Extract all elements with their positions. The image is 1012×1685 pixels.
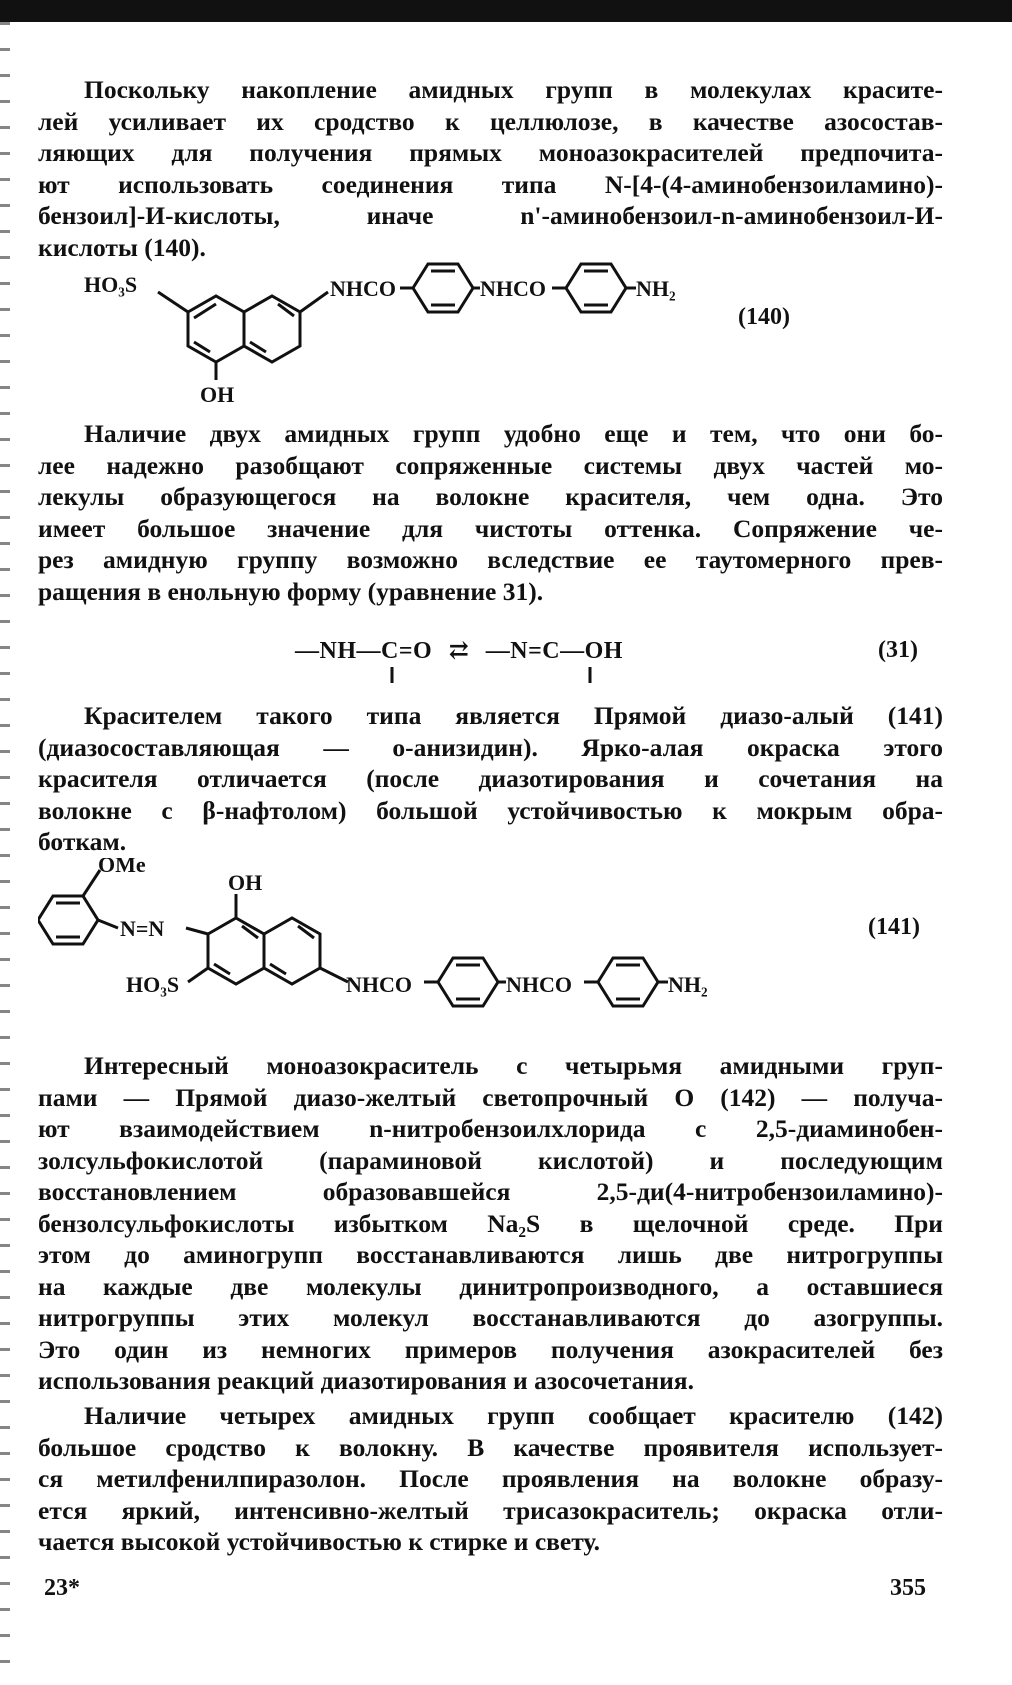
structure-140	[38, 262, 943, 412]
oh-label: OH	[200, 382, 235, 407]
text-line: бензоил]-И-кислоты, иначе n'-аминобензоил-n-аминобензоил-И-	[38, 201, 943, 230]
equation-label-141: (141)	[868, 914, 920, 940]
text-line: использования реакций диазотирования и азосочетания.	[38, 1366, 694, 1395]
text-line: Поскольку накопление амидных групп в молекулах красите-	[84, 75, 943, 104]
text-line: кислоты (140).	[38, 232, 206, 262]
so3h-label: HO₃S	[84, 272, 138, 297]
so3h-label-141: HO₃S	[126, 972, 180, 997]
text-line: боткам.	[38, 827, 127, 856]
paragraph-3	[38, 700, 943, 858]
text-line: волокне с β-нафтолом) большой устойчивостью к мокрым обра-	[38, 795, 943, 825]
paragraph-4	[38, 1050, 943, 1397]
text-line: бензолсульфокислоты избытком Na₂S в щелочной среде. При	[38, 1208, 943, 1238]
azo-label: N=N	[120, 916, 165, 941]
nh2-label-141: NH₂	[668, 972, 708, 997]
oh-label-141: OH	[228, 870, 263, 895]
text-line: ляющих для получения прямых моноазокрасителей предпочита-	[38, 138, 943, 167]
signature-mark: 23*	[44, 1575, 80, 1601]
nhco-label-1: NHCO	[330, 276, 396, 301]
text-line: Наличие четырех амидных групп сообщает красителю (142)	[84, 1401, 943, 1430]
text-line: красителя отличается (после диазотирования и сочетания на	[38, 764, 943, 793]
text-line: рез амидную группу возможно вследствие ее таутомерного прев-	[38, 545, 943, 574]
paragraph-1	[38, 74, 943, 263]
text-line: большое сродство к волокну. В качестве проявителя использует-	[38, 1432, 943, 1462]
structure-141-drawing	[38, 858, 943, 1028]
equilibrium-arrow-icon: ⇄	[448, 638, 470, 664]
equation-label-140: (140)	[738, 304, 790, 330]
text-line: ся метилфенилпиразолон. После проявления на волокне образу-	[38, 1464, 943, 1493]
text-line: Красителем такого типа является Прямой диазо-алый (141)	[84, 701, 943, 730]
nh2-label: NH₂	[636, 276, 676, 301]
scan-top-border	[0, 0, 1012, 22]
text-line: нитрогруппы этих молекул восстанавливаются до азогруппы.	[38, 1303, 943, 1332]
structure-140-drawing	[38, 262, 943, 412]
equation-31	[295, 635, 623, 665]
text-line: ется яркий, интенсивно-желтый трисазокраситель; окраска отли-	[38, 1495, 943, 1525]
paragraph-5	[38, 1400, 943, 1558]
text-line: на каждые две молекулы динитропроизводного, а оставшиеся	[38, 1271, 943, 1301]
nhco-label-141-1: NHCO	[346, 972, 412, 997]
equation-31-left: —NH—C=O	[295, 638, 433, 664]
text-line: лее надежно разобщают сопряженные системы двух частей мо-	[38, 450, 943, 480]
nhco-label-141-2: NHCO	[506, 972, 572, 997]
text-line: Интересный моноазокраситель с четырьмя амидными груп-	[84, 1051, 943, 1080]
ome-label: OMe	[98, 858, 146, 877]
text-line: золсульфокислотой (параминовой кислотой) и последующим	[38, 1145, 943, 1175]
text-line: имеет большое значение для чистоты оттенка. Сопряжение че-	[38, 513, 943, 543]
equation-31-ticks	[380, 665, 600, 687]
text-line: восстановлением образовавшейся 2,5-ди(4-нитробензоиламино)-	[38, 1177, 943, 1206]
text-line: этом до аминогрупп восстанавливаются лишь две нитрогруппы	[38, 1240, 943, 1269]
text-line: чается высокой устойчивостью к стирке и свету.	[38, 1527, 600, 1556]
scan-left-edge	[0, 22, 10, 1682]
structure-141	[38, 858, 943, 1028]
text-line: ращения в енольную форму (уравнение 31).	[38, 576, 544, 606]
equation-31-right: —N=C—OH	[485, 638, 623, 664]
text-line: Наличие двух амидных групп удобно еще и тем, что они бо-	[84, 419, 943, 448]
text-line: лекулы образующегося на волокне красителя, чем одна. Это	[38, 482, 943, 511]
text-line: пами — Прямой диазо-желтый светопрочный О (142) — получа-	[38, 1082, 943, 1112]
nhco-label-2: NHCO	[480, 276, 546, 301]
text-line: Это один из немногих примеров получения азокрасителей без	[38, 1334, 943, 1364]
page-number: 355	[890, 1575, 926, 1601]
text-line: ют использовать соединения типа N-[4-(4-аминобензоиламино)-	[38, 169, 943, 199]
equation-label-31: (31)	[878, 637, 918, 663]
text-line: ют взаимодействием n-нитробензоилхлорида с 2,5-диаминобен-	[38, 1114, 943, 1143]
text-line: лей усиливает их сродство к целлюлозе, в качестве азосостав-	[38, 106, 943, 136]
paragraph-2	[38, 418, 943, 607]
text-line: (диазосоставляющая — о-анизидин). Ярко-алая окраска этого	[38, 732, 943, 762]
